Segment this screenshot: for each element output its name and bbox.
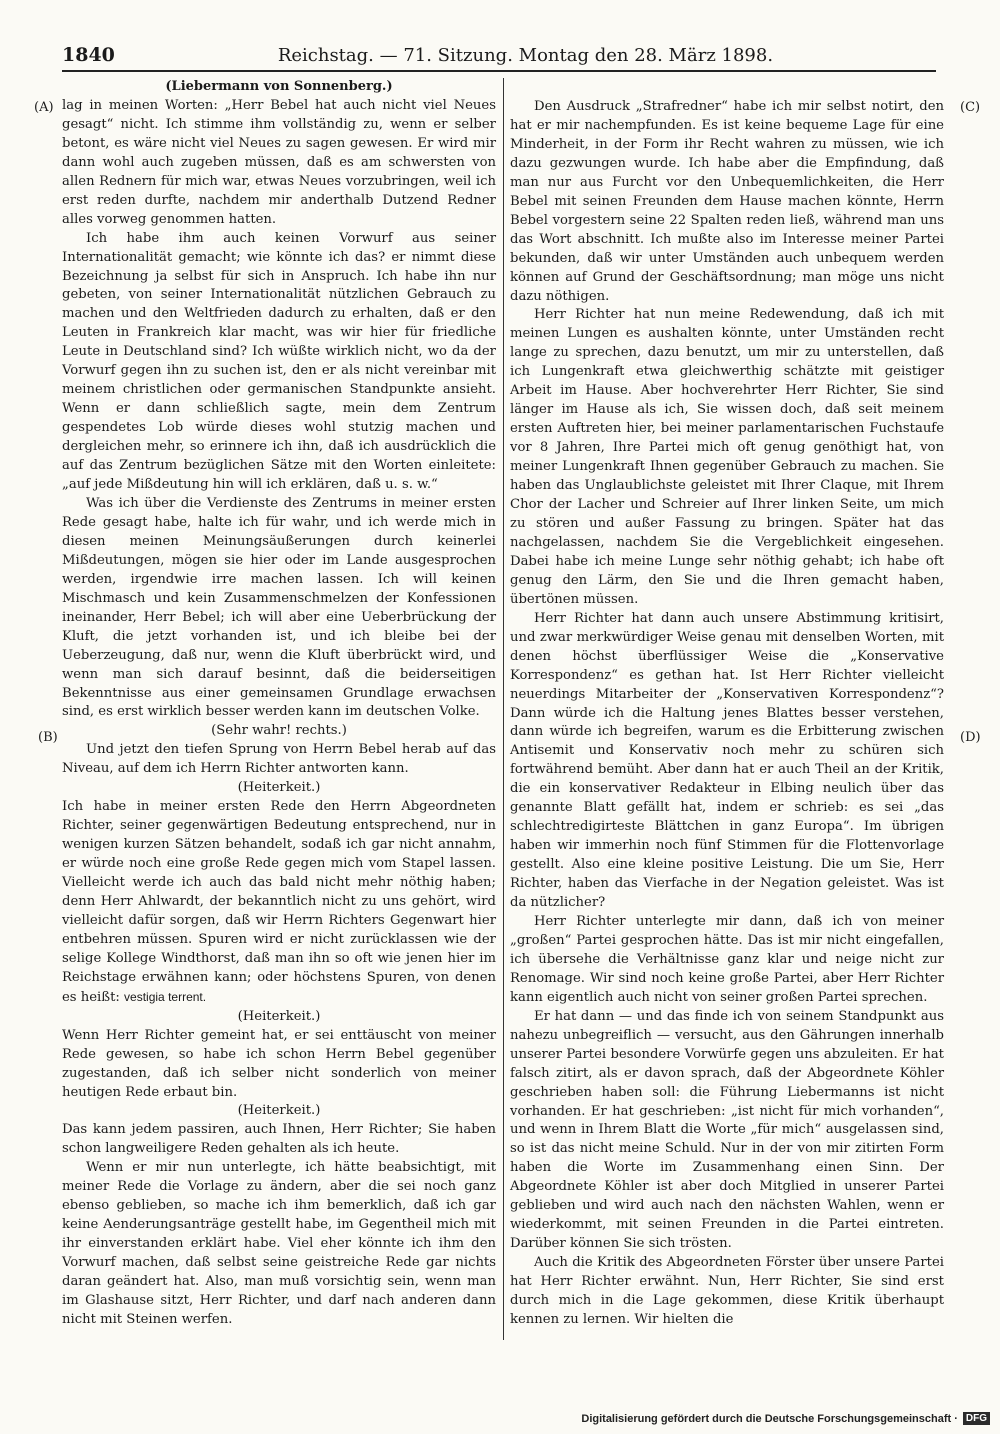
running-title: Reichstag. — 71. Sitzung. Montag den 28. März 1898. (277, 45, 774, 66)
paragraph: Ich habe ihm auch keinen Vorwurf aus seiner Internationalität gemacht; wie könnte ich das? er nimmt diese Bezeichnung ja selbst für sich in Anspruch. Ich habe ihn nur gebeten, von seiner Internationalität nützlichen Gebrauch zu machen und den Weltfrieden dadurch zu erhalten, daß er den Leuten in Frankreich klar macht, was wir hier für friedliche Leute in Deutschland sind? Ich wüßte wirklich nicht, wo da der Vorwurf gegen ihn zu suchen ist, den er als nicht vereinbar mit meinem christlichen oder germanischen Standpunkte ansieht. Wenn er dann schließlich sagte, mein dem Zentrum gespendetes Lob würde dieses wohl stutzig machen und dergleichen mehr, so erinnere ich ihn, daß ich ausdrücklich die auf das Zentrum bezüglichen Sätze mit den Worten einleitete: „auf jede Mißdeutung hin will ich erklären, daß u. s. w.“ (62, 230, 496, 493)
paragraph: Er hat dann — und das finde ich von seinem Standpunkt aus nahezu unbegreiflich — versucht, aus den Gährungen innerhalb unserer Partei besondere Vorwürfe gegen uns abzuleiten. Er hat falsch zitirt, als er davon sprach, daß der Abgeordnete Köhler geschrieben haben soll: die Führung Liebermanns ist nicht vorhanden. Er hat geschrieben: „ist nicht für mich vorhanden“, und wenn in Ihrem Blatt die Worte „für mich“ ausgelassen sind, so ist das nicht meine Schuld. Nur in der von mir zitirten Form haben die Worte im Zusammenhang einen Sinn. Der Abgeordnete Köhler ist aber doch Mitglied in unserer Partei geblieben und wird auch nach den nächsten Wahlen, wenn er wiederkommt, mit seinen Freunden in die Partei eintreten. Darüber können Sie sich trösten. (510, 1008, 944, 1252)
margin-marker-d: (D) (960, 730, 981, 745)
paragraph: Den Ausdruck „Strafredner“ habe ich mir selbst notirt, den hat er mir nachempfunden. Es ist keine bequeme Lage für eine Minderheit, in der Form ihr Recht wahren zu müssen, wie ich dazu gezwungen wurde. Ich habe aber die Empfindung, daß man nur aus Furcht vor den Unbequemlichkeiten, die Herr Bebel mit seinen Freunden dem Hause machen könnte, Herrn Bebel vorgestern seine 22 Spalten reden ließ, während man uns das Wort abschnitt. Ich mußte also im Interesse meiner Partei bekunden, daß wir unter Umständen auch unbequem werden können auf Grund der Geschäftsordnung; man möge uns nicht dazu nöthigen. (510, 99, 944, 304)
interjection: (Heiterkeit.) (237, 1008, 321, 1024)
page-number: 1840 (62, 44, 115, 66)
funding-text: Digitalisierung gefördert durch die Deutsche Forschungsgemeinschaft · (581, 1412, 958, 1425)
paragraph: Herr Richter hat dann auch unsere Abstimmung kritisirt, und zwar merkwürdiger Weise genau mit denselben Worten, mit denen höchst überflüssiger Weise die „Konservative Korrespondenz“ es gethan hat. Ist Herr Richter vielleicht neuerdings Mitarbeiter der „Konservativen Korrespondenz“? Dann würde ich die Haltung jenes Blattes besser verstehen, dann würde ich begreifen, warum es die Erbitterung zwischen Antisemit und Konservativ noch mehr zu schüren sich fortwährend bemüht. Aber dann hat er auch Theil an der Kritik, die ein konservativer Redakteur in Elbing neulich über das genannte Blatt gefällt hat, indem er schrieb: es sei „das schlechtredigirteste Blättchen in ganz Europa“. Im übrigen haben wir immerhin noch fünf Stimmen für die Flottenvorlage gestellt. Also eine kleine positive Leistung. Die um Sie, Herr Richter, haben das Vierfache in der Negation geleistet. Was ist da nützlicher? (510, 610, 944, 911)
column-divider (503, 78, 504, 1340)
margin-marker-b: (B) (38, 730, 58, 745)
margin-marker-c: (C) (960, 100, 981, 115)
paragraph: Auch die Kritik des Abgeordneten Förster über unsere Partei hat Herr Richter erwähnt. Nun, Herr Richter, Sie sind erst durch mich in die Lage gekommen, diese Kritik überhaupt kennen zu lernen. Wir hielten die (510, 1255, 944, 1327)
page-header (62, 44, 936, 72)
speaker-name: (Liebermann von Sonnenberg.) (165, 79, 393, 94)
paragraph: Wenn er mir nun unterlegte, ich hätte beabsichtigt, mit meiner Rede die Vorlage zu ändern, aber die sei noch ganz ebenso geblieben, so mache ich ihm bemerklich, daß ich gar keine Aenderungsanträge gestellt habe, im Gegentheil mich mit ihr einverstanden erklärt habe. Viel eher könnte ich ihm den Vorwurf machen, daß selbst seine geistreiche Rede gar nichts daran geändert hat. Also, man muß vorsichtig sein, wenn man im Glashause sitzt, Herr Richter, und darf nach anderen dann nicht mit Steinen werfen. (62, 1160, 496, 1327)
interjection: (Heiterkeit.) (237, 1103, 321, 1119)
latin-quote: vestigia terrent. (124, 989, 207, 1004)
paragraph: Herr Richter hat nun meine Redewendung, daß ich mit meinen Lungen es aushalten könnte, unter Umständen recht lange zu sprechen, dazu benutzt, um mir zu unterstellen, daß ich Lungenkraft etwa gleichwerthig schätzte mit geistiger Arbeit im Hause. Aber hochverehrter Herr Richter, Sie sind länger im Hause als ich, Sie wissen doch, daß seit meinem ersten Auftreten hier, bei meiner parlamentarischen Fuchstaufe vor 8 Jahren, Ihre Partei mich oft genug genöthigt hat, von meiner Lungenkraft Ihnen gegenüber Gebrauch zu machen. Sie haben das Unglaublichste geleistet mit Ihrer Claque, mit Ihrem Chor der Lacher und Schreier auf Ihrer linken Seite, um mich zu stören und außer Fassung zu bringen. Später hat das nachgelassen, nachdem Sie die Vergeblichkeit eingesehen. Dabei habe ich meine Lunge sehr nöthig gehabt; ich habe oft genug den Lärm, den Sie und die Ihren gemacht haben, übertönen müssen. (510, 307, 944, 607)
paragraph: Herr Richter unterlegte mir dann, daß ich von meiner „großen“ Partei gesprochen hätte. Das ist mir nicht eingefallen, ich übersehe die Verhältnisse ganz klar und neige nicht zur Renomage. Wir sind noch keine große Partei, aber Herr Richter kann eigentlich auch nicht von seiner großen Partei sprechen. (510, 913, 944, 1005)
paragraph: lag in meinen Worten: „Herr Bebel hat auch nicht viel Neues gesagt“ nicht. Ich stimme ihm vollständig zu, wenn er selber betont, es wäre nicht viel Neues zu sagen gewesen. Er wird mir dann wohl auch zugeben müssen, daß es am schwersten von allen Rednern für mich war, etwas Neues vorzubringen, weil ich erst reden durfte, nachdem mir anderthalb Dutzend Redner alles vorweg genommen hatten. (62, 97, 496, 227)
paragraph (62, 798, 496, 1007)
paragraph: Was ich über die Verdienste des Zentrums in meiner ersten Rede gesagt habe, halte ich für wahr, und ich werde mich in diesen meinen Meinungsäußerungen durch keinerlei Mißdeutungen, mögen sie hier oder im Lande ausgesprochen werden, irgendwie irre machen lassen. Ich will keinen Mischmasch und kein Zusammenschmelzen der Konfessionen ineinander, Herr Bebel; ich will aber eine Ueberbrückung der Kluft, die jetzt vorhanden ist, und ich bleibe bei der Ueberzeugung, daß nur, wenn die Kluft überbrückt wird, und wenn man sich darauf besinnt, daß die beiderseitigen Bekenntnisse aus einer gemeinsamen Grundlage erwachsen sind, es erst wirklich besser werden kann im deutschen Volke. (62, 495, 496, 720)
paragraph: Und jetzt den tiefen Sprung von Herrn Bebel herab auf das Niveau, auf dem ich Herrn Richter antworten kann. (62, 742, 496, 777)
funding-footer (581, 1412, 990, 1425)
paragraph: Wenn Herr Richter gemeint hat, er sei enttäuscht von meiner Rede gewesen, so habe ich schon Herrn Bebel gegenüber zugestanden, daß ich selber nicht sonderlich von meiner heutigen Rede erbaut bin. (62, 1027, 496, 1100)
paragraph-text: Ich habe in meiner ersten Rede den Herrn Abgeordneten Richter, seiner gegenwärtigen Bedeutung entsprechend, nur in wenigen kurzen Sätzen behandelt, sodaß ich gar nicht annahm, er würde noch eine große Rede gegen mich vom Stapel lassen. Vielleicht werde ich auch das bald nicht mehr nöthig haben; denn Herr Ahlwardt, der bekanntlich nicht zu uns gehört, wird vielleicht dafür sorgen, daß wir Herrn Richters Gegenwart hier entbehren müssen. Spuren wird er nicht zurücklassen wie der selige Kollege Windthorst, daß man ihn so oft wie jenen hier im Reichstage erwähnen kann; oder höchstens Spuren, von denen es heißt: (62, 799, 496, 1005)
margin-marker-a: (A) (34, 100, 54, 115)
dfg-logo: DFG (963, 1412, 990, 1425)
right-column (510, 98, 944, 1330)
left-column (62, 78, 496, 1330)
interjection: (Heiterkeit.) (237, 780, 321, 796)
interjection: (Sehr wahr! rechts.) (211, 723, 347, 739)
paragraph: Das kann jedem passiren, auch Ihnen, Herr Richter; Sie haben schon langweiligere Reden gehalten als ich heute. (62, 1122, 496, 1157)
